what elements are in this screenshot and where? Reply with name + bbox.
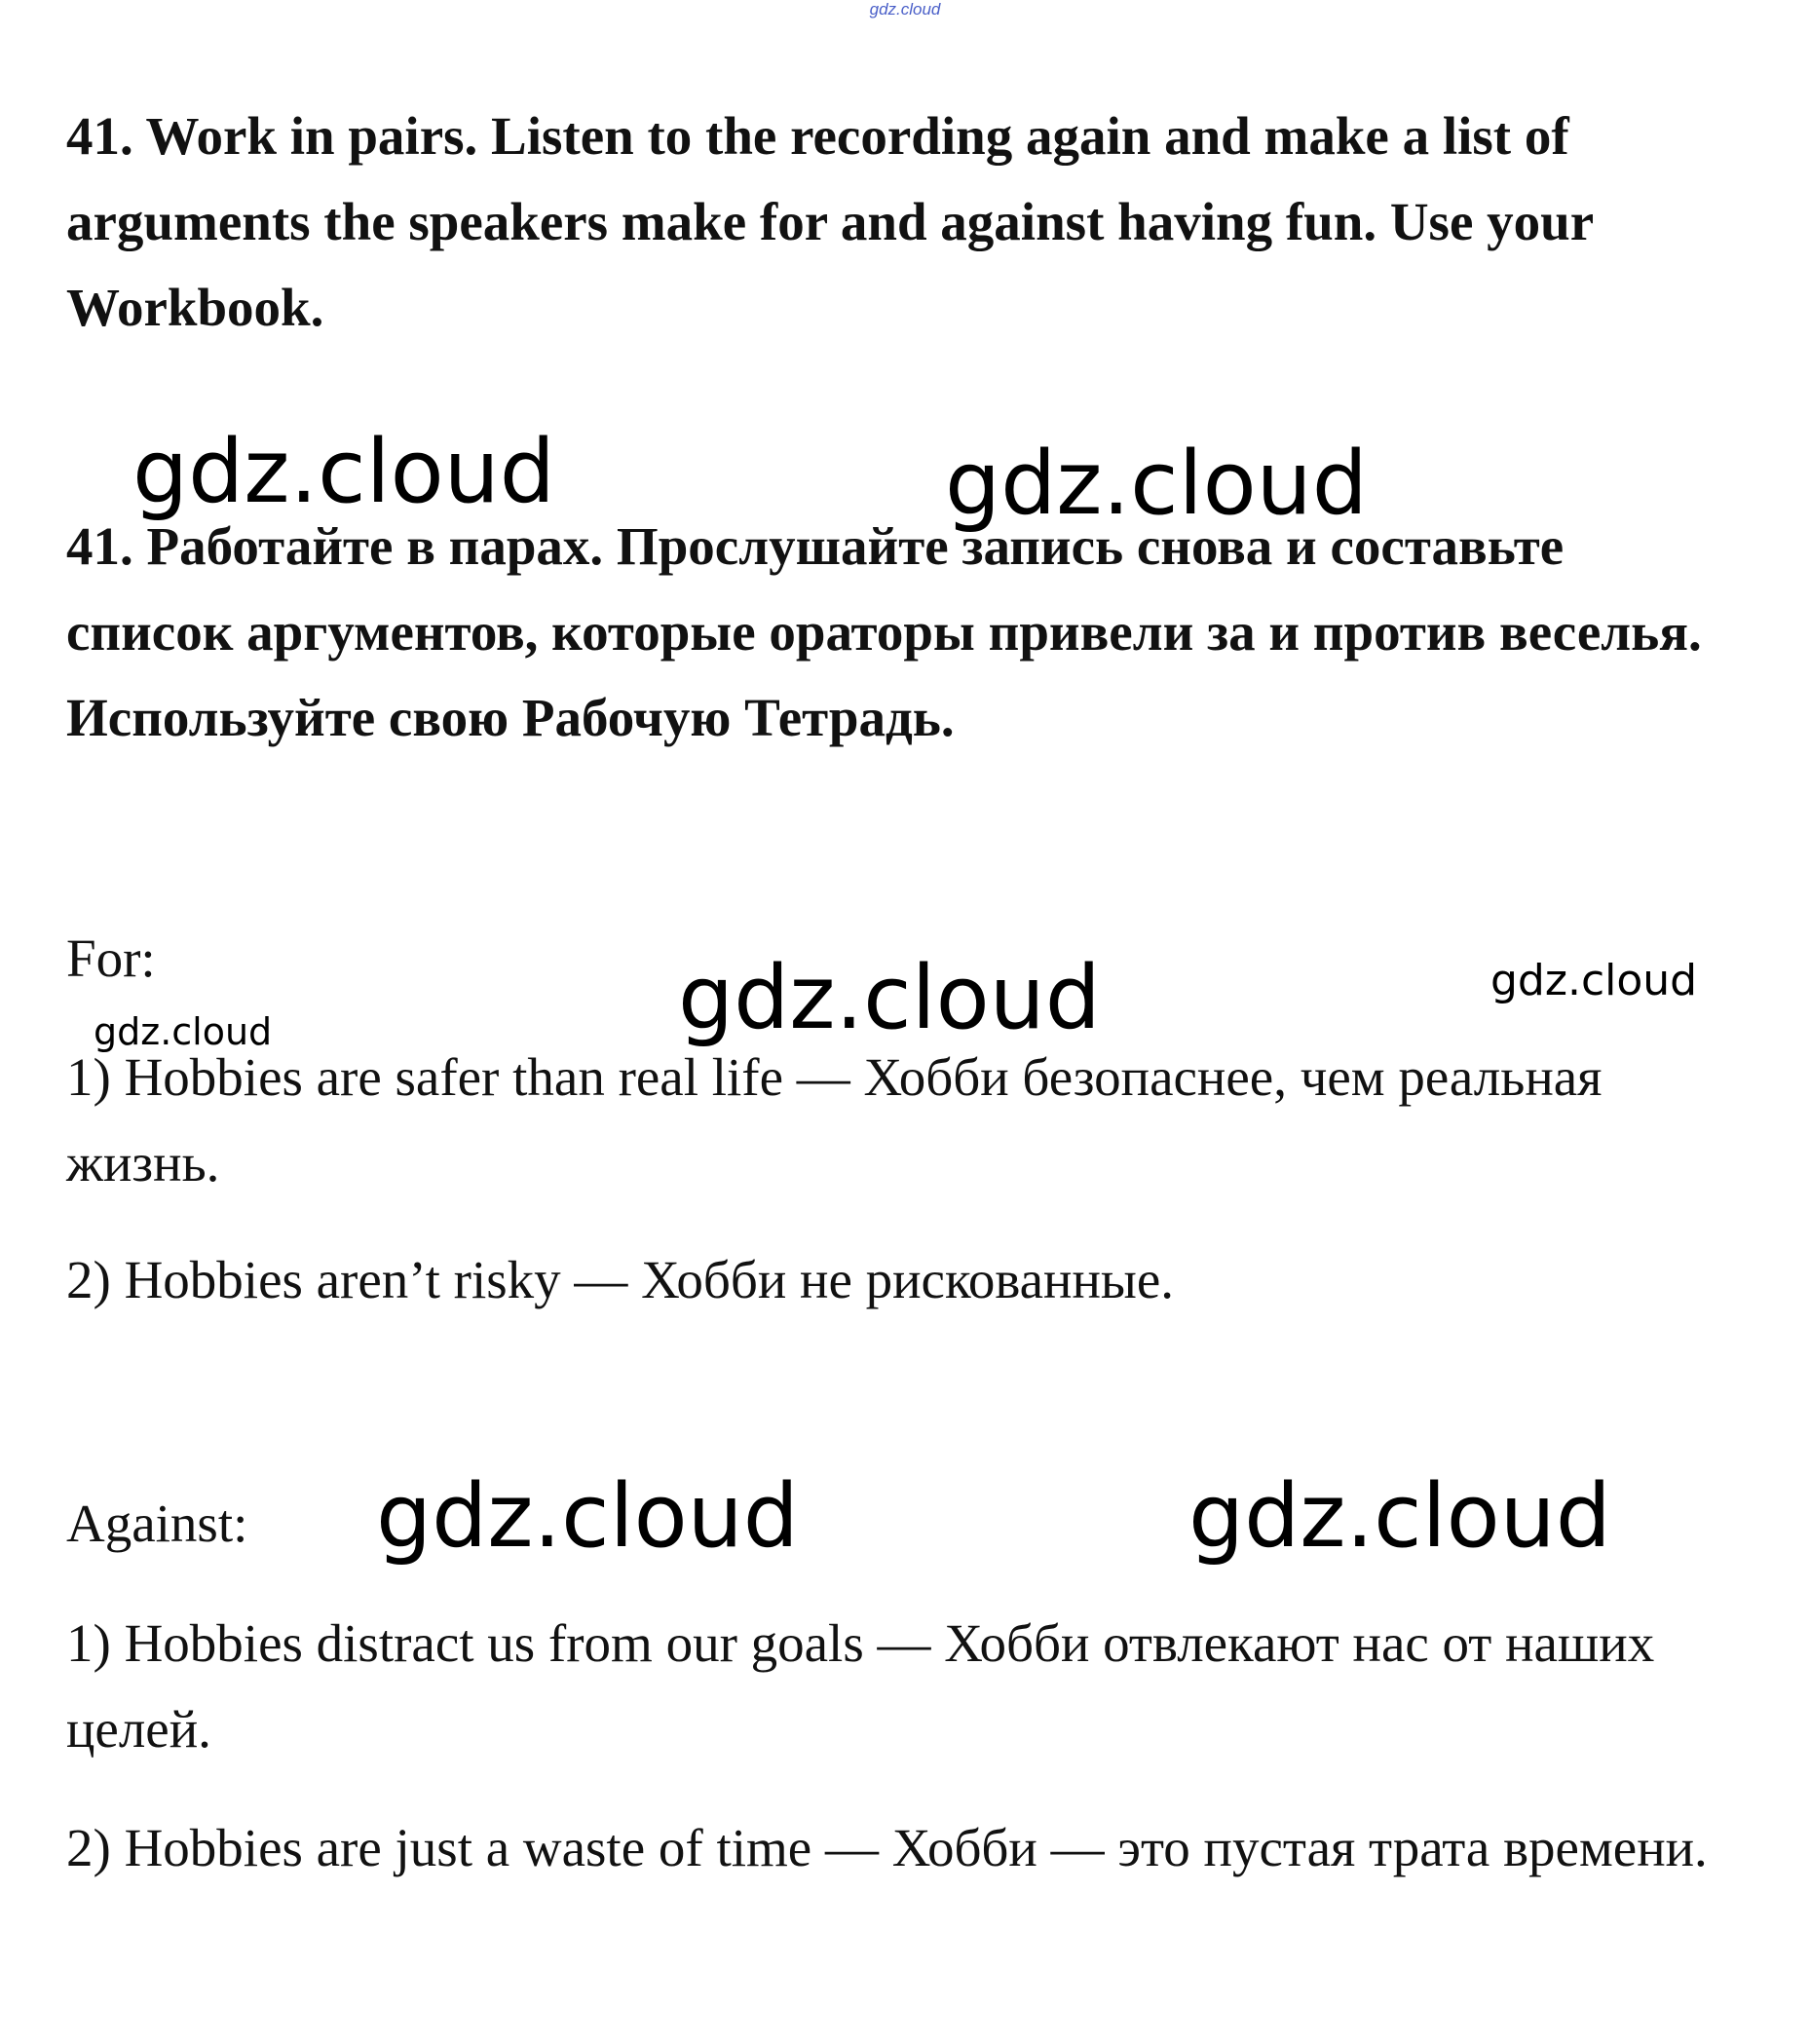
watermark: gdz.cloud <box>1490 956 1698 1005</box>
for-label: For: <box>66 928 156 988</box>
watermark: gdz.cloud <box>376 1465 799 1568</box>
task-english: 41. Work in pairs. Listen to the recording again and make a list of arguments the speakers make for and against having fun. Use your Workbook. <box>66 106 1594 337</box>
watermark: gdz.cloud <box>132 421 555 523</box>
watermark: gdz.cloud <box>678 947 1101 1049</box>
against-label: Against: <box>66 1494 248 1553</box>
watermark: gdz.cloud <box>94 1010 273 1053</box>
against-item-2: 2) Hobbies are just a waste of time — Хобби — это пустая трата времени. <box>66 1818 1708 1877</box>
site-watermark-top: gdz.cloud <box>869 0 941 19</box>
watermark: gdz.cloud <box>945 433 1368 535</box>
for-item-2: 2) Hobbies aren’t risky — Хобби не рискованные. <box>66 1250 1175 1309</box>
for-item-1: 1) Hobbies are safer than real life — Хобби безопаснее, чем реальная жизнь. <box>66 1047 1603 1192</box>
against-item-1: 1) Hobbies distract us from our goals — Хобби отвлекают нас от наших целей. <box>66 1613 1655 1759</box>
task-russian: 41. Работайте в парах. Прослушайте запись снова и составьте список аргументов, которые ораторы привели за и против веселья. Используйте свою Рабочую Тетрадь. <box>66 516 1702 747</box>
watermark: gdz.cloud <box>1188 1465 1611 1568</box>
